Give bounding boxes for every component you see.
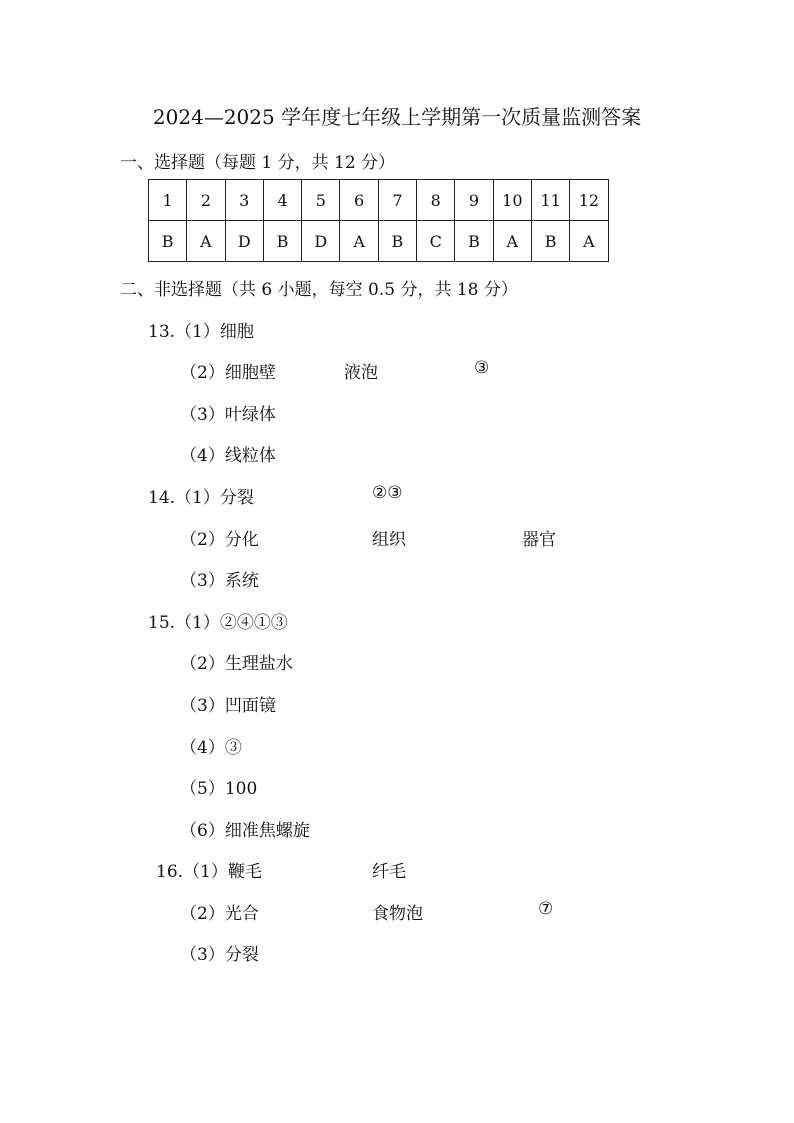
- q14-part2-a1: （2）分化: [180, 530, 259, 550]
- answer-cell: B: [455, 221, 493, 262]
- answer-cell: B: [263, 221, 301, 262]
- q16-part1-a2: 纤毛: [372, 862, 406, 882]
- q13-part2-a1: （2）细胞壁: [180, 363, 276, 383]
- answer-row: [149, 221, 609, 262]
- question-number: 10: [493, 180, 531, 221]
- q15-part6: （6）细准焦螺旋: [180, 821, 310, 841]
- q15-part2: （2）生理盐水: [180, 654, 293, 674]
- q15-part4: （4）③: [180, 738, 242, 758]
- q16-part1-a1: 16.（1）鞭毛: [156, 862, 262, 882]
- q13-part2-a2: 液泡: [344, 363, 378, 383]
- q14-part2-a2: 组织: [372, 530, 406, 550]
- q13-part4: （4）线粒体: [180, 446, 276, 466]
- answer-cell: D: [302, 221, 340, 262]
- answer-cell: D: [225, 221, 263, 262]
- q15-part1: 15.（1）②④①③: [148, 613, 288, 633]
- q15-part5: （5）100: [180, 779, 258, 799]
- q13-part1: 13.（1）细胞: [148, 322, 254, 342]
- question-number-row: [149, 180, 609, 221]
- q13-part3: （3）叶绿体: [180, 405, 276, 425]
- question-number: 9: [455, 180, 493, 221]
- answer-cell: B: [378, 221, 416, 262]
- q13-part2-a3: ③: [474, 358, 490, 378]
- question-number: 8: [417, 180, 455, 221]
- q16-part2-a1: （2）光合: [180, 904, 259, 924]
- answer-cell: C: [417, 221, 455, 262]
- question-number: 2: [187, 180, 225, 221]
- question-number: 3: [225, 180, 263, 221]
- q14-part2-a3: 器官: [522, 530, 556, 550]
- q16-part2-a3: ⑦: [538, 899, 554, 919]
- answer-cell: B: [531, 221, 569, 262]
- question-number: 6: [340, 180, 378, 221]
- answer-cell: A: [493, 221, 531, 262]
- question-number: 11: [531, 180, 569, 221]
- document-title: 2024—2025 学年度七年级上学期第一次质量监测答案: [152, 105, 642, 129]
- q16-part3: （3）分裂: [180, 945, 259, 965]
- section1-heading: 一、选择题（每题 1 分，共 12 分）: [120, 153, 396, 173]
- q15-part3: （3）凹面镜: [180, 696, 276, 716]
- answer-table: [148, 179, 609, 262]
- q14-part3: （3）系统: [180, 571, 259, 591]
- question-number: 1: [149, 180, 187, 221]
- question-number: 7: [378, 180, 416, 221]
- answer-cell: A: [340, 221, 378, 262]
- question-number: 4: [263, 180, 301, 221]
- q14-part1-a1: 14.（1）分裂: [148, 488, 254, 508]
- answer-cell: B: [149, 221, 187, 262]
- question-number: 12: [570, 180, 608, 221]
- q16-part2-a2: 食物泡: [372, 904, 423, 924]
- question-number: 5: [302, 180, 340, 221]
- answer-cell: A: [570, 221, 608, 262]
- q14-part1-a2: ②③: [372, 483, 403, 503]
- section2-heading: 二、非选择题（共 6 小题，每空 0.5 分，共 18 分）: [120, 280, 518, 300]
- answer-cell: A: [187, 221, 225, 262]
